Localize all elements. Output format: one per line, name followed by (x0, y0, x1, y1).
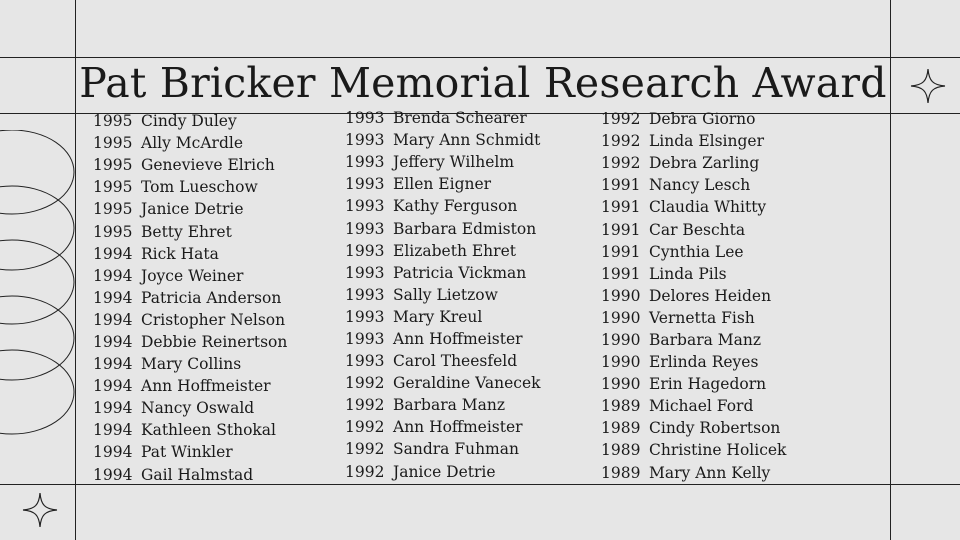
recipient-name: Mary Ann Kelly (649, 463, 771, 482)
recipient-name: Joyce Weiner (141, 266, 244, 285)
recipient-name: Cynthia Lee (649, 242, 744, 261)
recipient-name: Jeffery Wilhelm (393, 153, 515, 172)
decorative-loops (0, 130, 80, 460)
award-year: 1995 (93, 222, 133, 241)
recipient-name: Ann Hoffmeister (393, 329, 523, 348)
list-item (601, 285, 786, 307)
recipient-name: Sally Lietzow (393, 285, 498, 304)
award-year: 1993 (345, 131, 385, 150)
list-item (93, 132, 287, 154)
list-item (601, 196, 786, 218)
award-year: 1992 (345, 440, 385, 459)
award-list-column-2 (345, 107, 541, 483)
award-year: 1993 (345, 219, 385, 238)
recipient-name: Geraldine Vanecek (393, 374, 541, 393)
award-year: 1993 (345, 153, 385, 172)
recipient-name: Debbie Reinertson (141, 332, 288, 351)
recipient-name: Christine Holicek (649, 441, 787, 460)
list-item (601, 152, 786, 174)
award-year: 1995 (93, 200, 133, 219)
recipient-name: Mary Kreul (393, 307, 483, 326)
recipient-name: Car Beschta (649, 220, 746, 239)
award-year: 1991 (601, 176, 641, 195)
recipient-name: Kathy Ferguson (393, 197, 518, 216)
award-year: 1989 (601, 419, 641, 438)
award-year: 1993 (345, 241, 385, 260)
list-item (345, 284, 541, 306)
list-item (345, 438, 541, 460)
recipient-name: Cindy Duley (141, 112, 237, 131)
recipient-name: Ally McArdle (141, 134, 243, 153)
award-year: 1993 (345, 352, 385, 371)
recipient-name: Vernetta Fish (649, 308, 755, 327)
award-year: 1991 (601, 220, 641, 239)
list-item (345, 306, 541, 328)
list-item (345, 461, 541, 483)
list-item (93, 154, 287, 176)
recipient-name: Nancy Oswald (141, 399, 255, 418)
award-year: 1995 (93, 156, 133, 175)
list-item (93, 419, 287, 441)
recipient-name: Patricia Anderson (141, 288, 282, 307)
award-year: 1990 (601, 375, 641, 394)
recipient-name: Patricia Vickman (393, 263, 527, 282)
award-year: 1989 (601, 441, 641, 460)
award-year: 1990 (601, 308, 641, 327)
award-year: 1992 (345, 418, 385, 437)
recipient-name: Cristopher Nelson (141, 310, 286, 329)
list-item (345, 107, 541, 129)
award-list-column-3 (601, 108, 786, 484)
list-item (345, 394, 541, 416)
award-year: 1994 (93, 244, 133, 263)
sparkle-icon (22, 492, 58, 528)
award-list-column-1 (93, 110, 287, 486)
award-year: 1994 (93, 355, 133, 374)
list-item (601, 174, 786, 196)
award-year: 1994 (93, 465, 133, 484)
recipient-name: Linda Pils (649, 264, 727, 283)
recipient-name: Barbara Manz (649, 330, 762, 349)
recipient-name: Debra Giorno (649, 110, 756, 129)
list-item (601, 108, 786, 130)
award-year: 1993 (345, 175, 385, 194)
list-item (93, 375, 287, 397)
award-year: 1993 (345, 329, 385, 348)
recipient-name: Michael Ford (649, 397, 754, 416)
recipient-name: Sandra Fuhman (393, 440, 519, 459)
recipient-name: Claudia Whitty (649, 198, 767, 217)
list-item (601, 439, 786, 461)
recipient-name: Debra Zarling (649, 154, 760, 173)
award-year: 1990 (601, 330, 641, 349)
page-title: Pat Bricker Memorial Research Award (79, 59, 887, 107)
frame-line-right (890, 0, 891, 540)
list-item (93, 220, 287, 242)
award-year: 1995 (93, 112, 133, 131)
list-item (601, 351, 786, 373)
list-item (601, 263, 786, 285)
award-year: 1993 (345, 109, 385, 128)
recipient-name: Barbara Manz (393, 396, 506, 415)
award-year: 1991 (601, 264, 641, 283)
award-year: 1994 (93, 399, 133, 418)
list-item (93, 198, 287, 220)
list-item (345, 217, 541, 239)
award-year: 1990 (601, 353, 641, 372)
list-item (345, 262, 541, 284)
list-item (345, 350, 541, 372)
award-year: 1992 (345, 374, 385, 393)
award-year: 1994 (93, 421, 133, 440)
award-year: 1993 (345, 263, 385, 282)
list-item (93, 287, 287, 309)
recipient-name: Erin Hagedorn (649, 375, 767, 394)
recipient-name: Nancy Lesch (649, 176, 751, 195)
recipient-name: Janice Detrie (393, 462, 496, 481)
list-item (93, 110, 287, 132)
list-item (345, 240, 541, 262)
recipient-name: Genevieve Elrich (141, 156, 275, 175)
sparkle-icon (910, 68, 946, 104)
award-year: 1994 (93, 443, 133, 462)
list-item (345, 129, 541, 151)
recipient-name: Cindy Robertson (649, 419, 781, 438)
recipient-name: Mary Collins (141, 355, 242, 374)
award-year: 1994 (93, 288, 133, 307)
recipient-name: Mary Ann Schmidt (393, 131, 541, 150)
list-item (601, 462, 786, 484)
list-item (345, 195, 541, 217)
award-year: 1995 (93, 134, 133, 153)
award-year: 1992 (345, 396, 385, 415)
award-year: 1994 (93, 377, 133, 396)
list-item (93, 464, 287, 486)
list-item (601, 130, 786, 152)
award-year: 1994 (93, 266, 133, 285)
recipient-name: Brenda Schearer (393, 109, 527, 128)
list-item (601, 417, 786, 439)
award-year: 1993 (345, 307, 385, 326)
frame-line-top (0, 57, 960, 58)
recipient-name: Kathleen Sthokal (141, 421, 276, 440)
award-year: 1992 (345, 462, 385, 481)
list-item (345, 372, 541, 394)
award-year: 1994 (93, 310, 133, 329)
list-item (601, 373, 786, 395)
award-year: 1989 (601, 397, 641, 416)
list-item (601, 329, 786, 351)
award-year: 1991 (601, 242, 641, 261)
award-year: 1992 (601, 154, 641, 173)
award-year: 1991 (601, 198, 641, 217)
list-item (93, 441, 287, 463)
list-item (93, 353, 287, 375)
award-year: 1992 (601, 132, 641, 151)
award-year: 1990 (601, 286, 641, 305)
recipient-name: Ann Hoffmeister (141, 377, 271, 396)
award-year: 1994 (93, 332, 133, 351)
list-item (345, 173, 541, 195)
recipient-name: Gail Halmstad (141, 465, 254, 484)
list-item (345, 416, 541, 438)
list-item (93, 309, 287, 331)
recipient-name: Erlinda Reyes (649, 353, 759, 372)
list-item (345, 328, 541, 350)
list-item (93, 243, 287, 265)
recipient-name: Ellen Eigner (393, 175, 492, 194)
list-item (93, 176, 287, 198)
recipient-name: Linda Elsinger (649, 132, 764, 151)
list-item (93, 331, 287, 353)
list-item (345, 151, 541, 173)
award-year: 1993 (345, 285, 385, 304)
recipient-name: Janice Detrie (141, 200, 244, 219)
award-year: 1993 (345, 197, 385, 216)
list-item (601, 307, 786, 329)
list-item (601, 395, 786, 417)
award-year: 1995 (93, 178, 133, 197)
recipient-name: Pat Winkler (141, 443, 233, 462)
recipient-name: Carol Theesfeld (393, 352, 518, 371)
recipient-name: Barbara Edmiston (393, 219, 537, 238)
recipient-name: Betty Ehret (141, 222, 232, 241)
list-item (93, 265, 287, 287)
recipient-name: Rick Hata (141, 244, 219, 263)
list-item (601, 218, 786, 240)
recipient-name: Elizabeth Ehret (393, 241, 516, 260)
list-item (601, 241, 786, 263)
recipient-name: Ann Hoffmeister (393, 418, 523, 437)
award-year: 1992 (601, 110, 641, 129)
recipient-name: Tom Lueschow (141, 178, 258, 197)
recipient-name: Delores Heiden (649, 286, 772, 305)
award-year: 1989 (601, 463, 641, 482)
list-item (93, 397, 287, 419)
